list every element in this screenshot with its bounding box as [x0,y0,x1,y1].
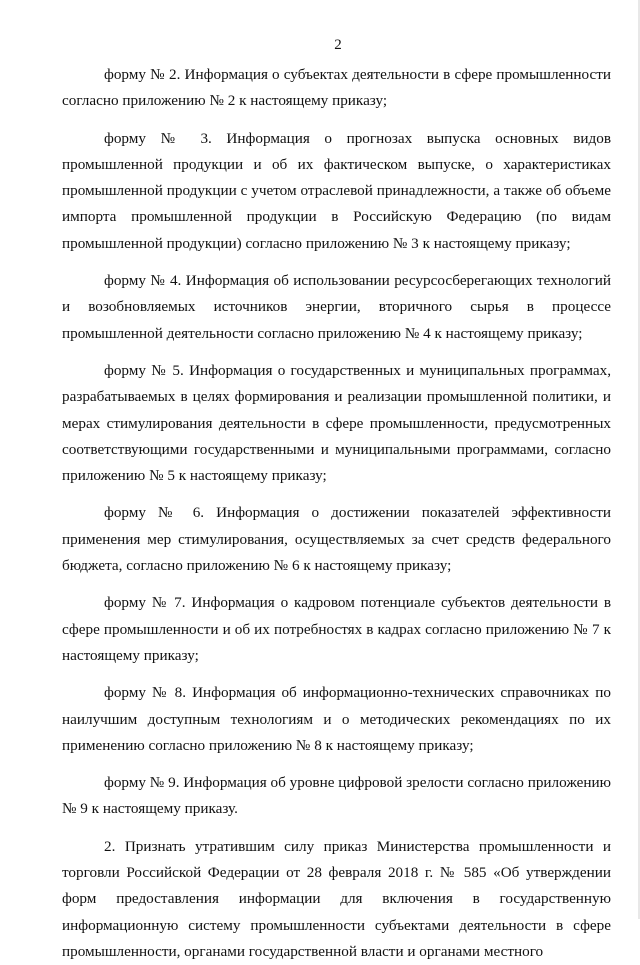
paragraph-form-2: форму № 2. Информация о субъектах деятельности в сфере промышленности согласно приложению № 2 к настоящему приказу; [62,66,611,110]
paragraph-form-5: форму № 5. Информация о государственных и муниципальных программах, разрабатываемых в целях формирования и реализации промышленной политики, и мерах стимулирования деятельности в сфере промышленности, предусмотренных соответствующими государственными и муниципальными программами, согласно приложению № 5 к настоящему приказу; [62,361,611,485]
paragraph-form-4: форму № 4. Информация об использовании ресурсосберегающих технологий и возобновляемых источников энергии, вторичного сырья в процессе промышленной деятельности согласно приложению № 4 к настоящему приказу; [62,272,611,342]
paragraph-form-7: форму № 7. Информация о кадровом потенциале субъектов деятельности в сфере промышленности и об их потребностях в кадрах согласно приложению № 7 к настоящему приказу; [62,594,611,664]
page-number: 2 [334,37,342,53]
document-body [62,62,611,965]
paragraph-form-6: форму № 6. Информация о достижении показателей эффективности применения мер стимулирования, осуществляемых за счет средств федерального бюджета, согласно приложению № 6 к настоящему приказу; [62,504,611,575]
paragraph-form-8: форму № 8. Информация об информационно-технических справочниках по наилучшим доступным технологиям и о методических рекомендациях по их применению согласно приложению № 8 к настоящему приказу; [62,684,611,754]
paragraph-form-3: форму № 3. Информация о прогнозах выпуска основных видов промышленной продукции и об их фактическом выпуске, о характеристиках промышленной продукции с учетом отраслевой принадлежности, а также об объеме импорта промышленной продукции в Российскую Федерацию (по видам промышленной продукции) согласно приложению № 3 к настоящему приказу; [62,129,611,252]
paragraph-form-9: форму № 9. Информация об уровне цифровой зрелости согласно приложению № 9 к настоящему приказу. [62,774,611,818]
paragraph-item-2: 2. Признать утратившим силу приказ Министерства промышленности и торговли Российской Федерации от 28 февраля 2018 г. № 585 «Об утверждении форм предоставления информации для включения в государственную информационную систему промышленности субъектами деятельности в сфере промышленности, органами государственной власти и органами местного [62,837,611,960]
